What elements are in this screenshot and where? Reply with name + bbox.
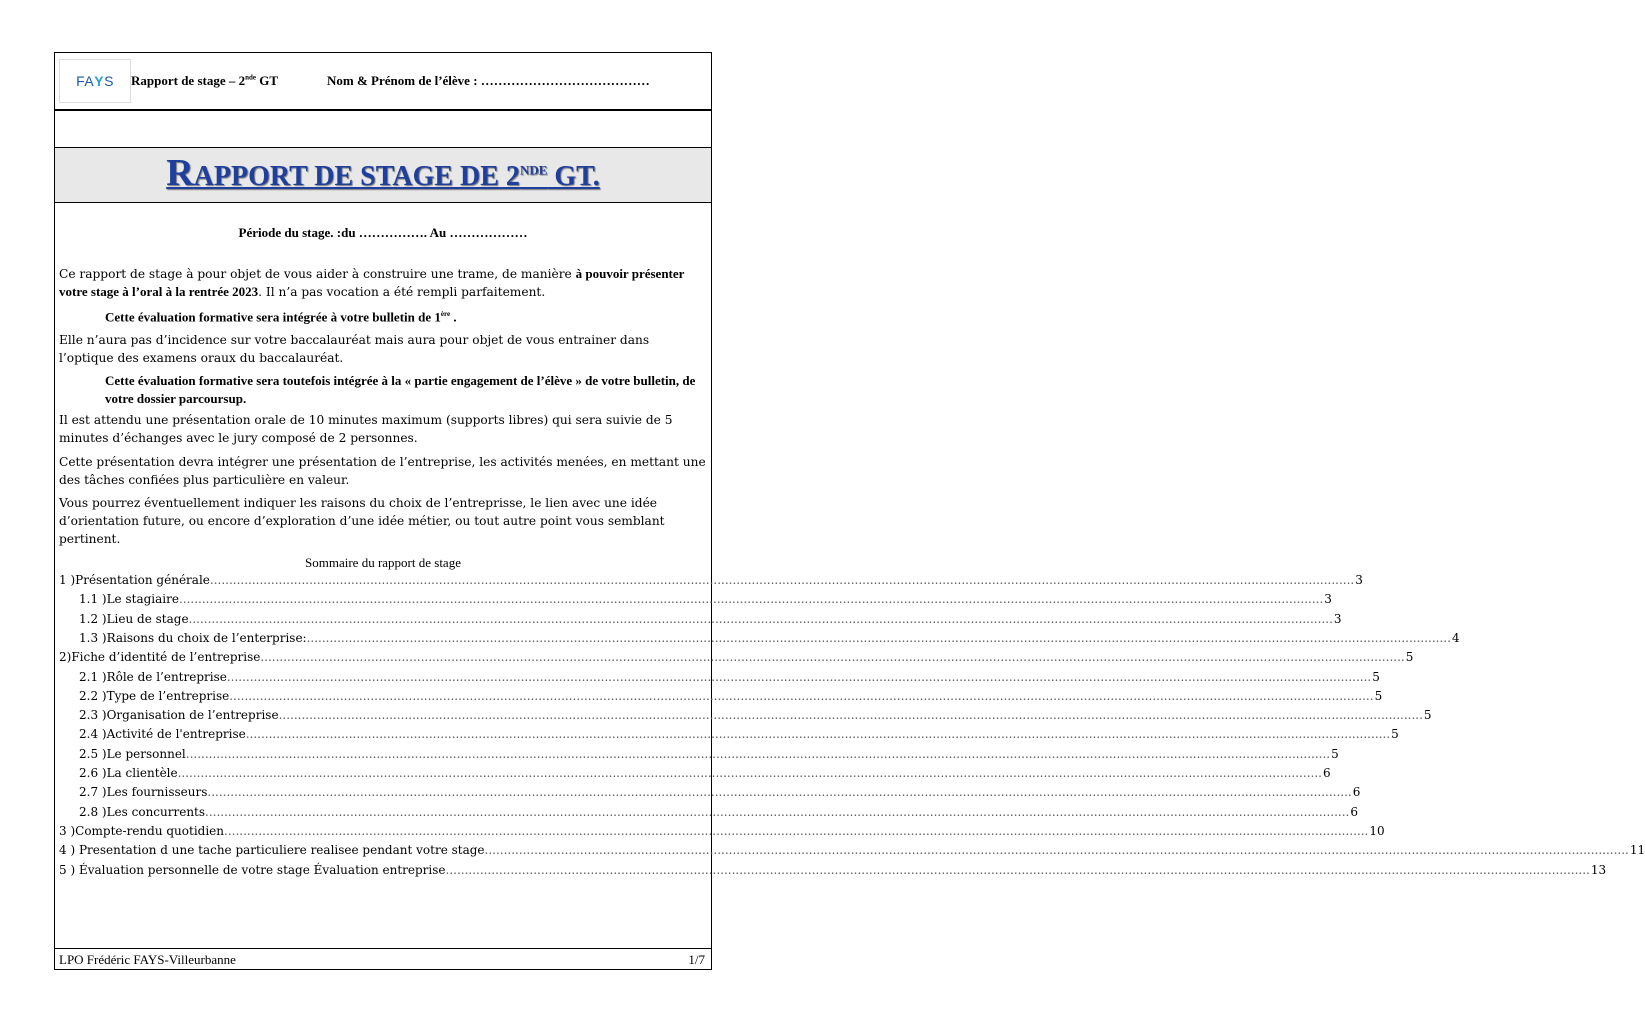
toc-leader-dots: ............................................................................................................................................................................................................................................................................................................ — [260, 650, 1405, 665]
toc-item[interactable] — [79, 610, 1342, 629]
toc-leader-dots: ............................................................................................................................................................................................................................................................................................................ — [278, 708, 1423, 723]
intro-paragraph: Ce rapport de stage à pour objet de vous aider à construire une trame, de manière à pouvoir présenter votre stage à l’oral à la rentrée 2023. Il n’a pas vocation a été rempli parfaitement. — [59, 266, 685, 299]
school-logo — [59, 59, 131, 103]
toc-item[interactable] — [79, 590, 1332, 609]
toc-item-page: 6 — [1352, 785, 1361, 800]
toc-item-label: 4 ) Presentation d une tache particuliere realisee pendant votre stage — [59, 843, 485, 858]
paragraph-bac: Elle n’aura pas d’incidence sur votre baccalauréat mais aura pour objet de vous entrainer dans l’optique des examens oraux du baccalauréat. — [59, 333, 650, 365]
evaluation-note-1: Cette évaluation formative sera intégrée à votre bulletin de 1ère . — [105, 309, 457, 325]
paragraph-choice: Vous pourrez éventuellement indiquer les raisons du choix de l’entreprisse, le lien avec une idée d’orientation future, ou encore d’exploration d’une idée métier, ou tout autre point vous semblant pertinent. — [59, 496, 665, 546]
toc-item-page: 3 — [1355, 573, 1363, 587]
footer-school: LPO Frédéric FAYS-Villeurbanne — [59, 952, 236, 967]
page-footer — [55, 948, 711, 970]
toc-leader-dots: ............................................................................................................................................................................................................................................................................................................ — [484, 843, 1629, 858]
toc-leader-dots: ............................................................................................................................................................................................................................................................................................................ — [205, 804, 1350, 819]
page-header — [55, 53, 711, 111]
toc-item-page: 6 — [1322, 766, 1331, 780]
evaluation-note-2: Cette évaluation formative sera toutefois intégrée à la « partie engagement de l’élève » de votre bulletin, de votre dossier parcoursup. — [105, 373, 696, 406]
paragraph-oral: Il est attendu une présentation orale de 10 minutes maximum (supports libres) qui sera suivie de 5 minutes d’échanges avec le jury composé de 2 personnes. — [59, 413, 673, 445]
header-student-name-field: Nom & Prénom de l’élève : ………………………………… — [327, 73, 650, 88]
toc-item-page: 5 — [1372, 669, 1380, 684]
toc-item[interactable] — [79, 629, 1460, 648]
toc-item-label: 2.7 )Les fournisseurs — [79, 785, 208, 800]
toc-item-label: 1 )Présentation générale — [59, 573, 210, 587]
toc-item-label: 1.1 )Le stagiaire — [79, 592, 179, 607]
page-frame — [54, 52, 1645, 970]
toc-item-page: 5 — [1391, 727, 1399, 742]
toc-item[interactable] — [79, 803, 1359, 822]
toc-item-page: 4 — [1451, 630, 1460, 645]
logo-text: FAYS — [76, 73, 114, 89]
toc-item-label: 2.8 )Les concurrents — [79, 804, 206, 819]
toc-item[interactable] — [59, 571, 1363, 590]
toc-item-label: 2)Fiche d’identité de l’entreprise — [59, 650, 261, 665]
toc-item[interactable] — [79, 668, 1380, 687]
toc-item-label: 2.1 )Rôle de l’entreprise — [79, 669, 227, 684]
toc-item-label: 2.2 )Type de l’entreprise — [79, 688, 230, 703]
toc-item-page: 3 — [1333, 611, 1342, 626]
toc-item[interactable] — [79, 745, 1339, 764]
paragraph-presentation: Cette présentation devra intégrer une présentation de l’entreprise, les activités menées, en mettant une des tâches confiées plus particulière en valeur. — [59, 455, 706, 487]
toc-title: Sommaire du rapport de stage — [305, 555, 461, 570]
toc-item[interactable] — [79, 725, 1399, 744]
toc-item-page: 5 — [1405, 650, 1414, 665]
toc-item[interactable] — [79, 764, 1331, 783]
toc-item-page: 5 — [1331, 746, 1339, 761]
toc-item-page: 3 — [1324, 592, 1332, 607]
toc-item-page: 11 — [1629, 843, 1645, 858]
toc-item-page: 6 — [1350, 804, 1359, 819]
toc-item-label: 1.3 )Raisons du choix de l’enterprise: — [79, 630, 307, 645]
document-title: RAPPORT DE STAGE DE 2NDE GT. — [166, 152, 600, 194]
toc-item[interactable] — [79, 783, 1361, 802]
toc-leader-dots: ............................................................................................................................................................................................................................................................................................................ — [229, 688, 1374, 703]
toc-item-label: 1.2 )Lieu de stage — [79, 611, 189, 626]
toc-item-label: 2.6 )La clientèle — [79, 766, 178, 780]
toc-item-label: 2.3 )Organisation de l’entreprise — [79, 708, 279, 723]
toc-leader-dots: ............................................................................................................................................................................................................................................................................................................ — [209, 573, 1355, 587]
toc-item[interactable] — [59, 822, 1385, 841]
toc-leader-dots: ............................................................................................................................................................................................................................................................................................................ — [224, 823, 1369, 838]
toc-item-page: 5 — [1423, 708, 1432, 723]
toc-item[interactable] — [79, 706, 1432, 725]
toc-leader-dots: ............................................................................................................................................................................................................................................................................................................ — [207, 785, 1352, 800]
toc-leader-dots: ............................................................................................................................................................................................................................................................................................................ — [245, 727, 1391, 742]
toc-leader-dots: ............................................................................................................................................................................................................................................................................................................ — [178, 592, 1324, 607]
toc-leader-dots: ............................................................................................................................................................................................................................................................................................................ — [188, 611, 1333, 626]
page-number: 1/7 — [688, 952, 705, 967]
toc-item[interactable] — [59, 861, 1607, 880]
toc-leader-dots: ............................................................................................................................................................................................................................................................................................................ — [185, 746, 1331, 761]
toc-leader-dots: ............................................................................................................................................................................................................................................................................................................ — [306, 630, 1451, 645]
toc-leader-dots: ............................................................................................................................................................................................................................................................................................................ — [445, 862, 1590, 877]
toc-item-label: 2.5 )Le personnel — [79, 746, 186, 761]
toc-leader-dots: ............................................................................................................................................................................................................................................................................................................ — [226, 669, 1372, 684]
toc-leader-dots: ............................................................................................................................................................................................................................................................................................................ — [177, 766, 1322, 780]
toc-item-label: 2.4 )Activité de l'entreprise — [79, 727, 246, 742]
toc-item-label: 3 )Compte-rendu quotidien — [59, 823, 225, 838]
toc-item-page: 5 — [1374, 688, 1383, 703]
header-report-title: Rapport de stage – 2nde GT — [131, 73, 279, 88]
toc-item[interactable] — [79, 687, 1383, 706]
toc-item-page: 10 — [1369, 823, 1385, 838]
toc-item-page: 13 — [1590, 862, 1607, 877]
toc-item[interactable] — [59, 841, 1645, 860]
internship-period: Période du stage. :du ……………. Au ……………… — [238, 225, 528, 240]
toc-item-label: 5 ) Évaluation personnelle de votre stage Évaluation entreprise — [59, 862, 446, 877]
toc-item[interactable] — [59, 648, 1414, 667]
